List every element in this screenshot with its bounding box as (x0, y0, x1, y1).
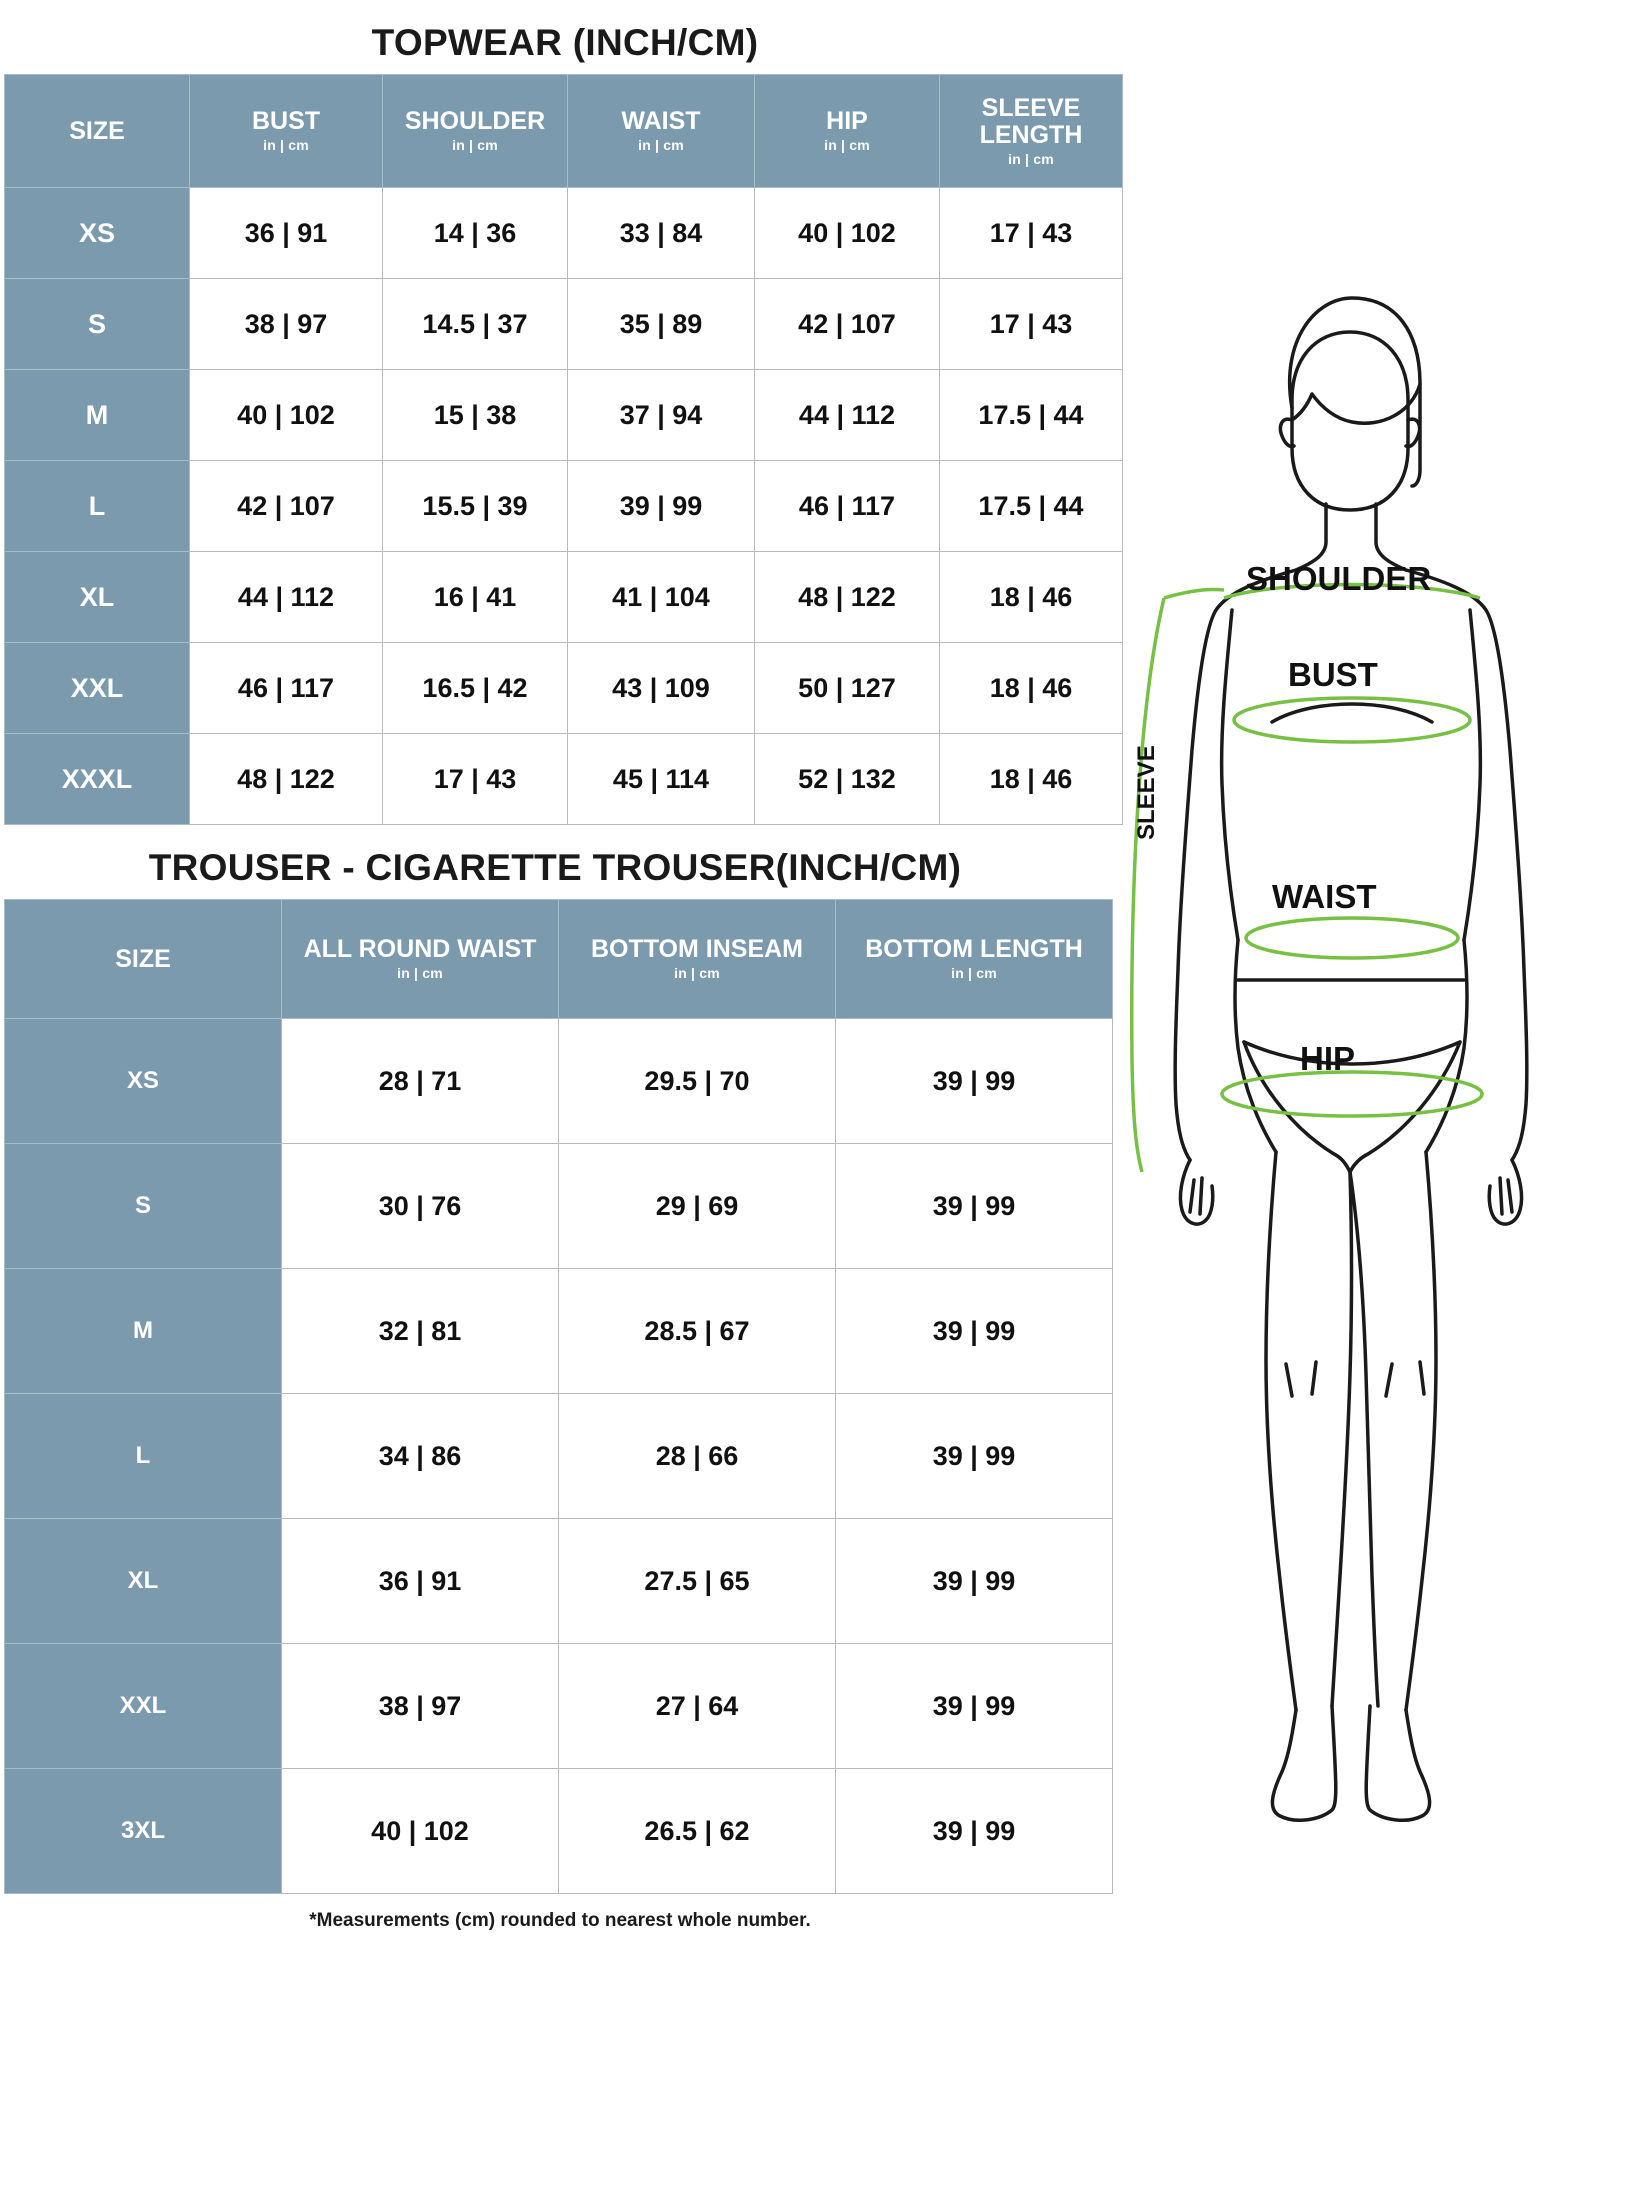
header-size: SIZE (5, 900, 282, 1019)
cell-bust: 38 | 97 (190, 279, 383, 370)
cell-waist: 43 | 109 (568, 643, 755, 734)
cell-waist: 33 | 84 (568, 188, 755, 279)
cell-sleeve: 17 | 43 (940, 279, 1123, 370)
trouser-table-head (5, 900, 1113, 1019)
header-shoulder: SHOULDER in | cm (383, 75, 568, 188)
cell-bottom-length: 39 | 99 (836, 1019, 1113, 1144)
cell-bottom-inseam: 27.5 | 65 (559, 1519, 836, 1644)
table-header-row (5, 75, 1123, 188)
cell-shoulder: 15.5 | 39 (383, 461, 568, 552)
header-unit: in | cm (263, 137, 309, 154)
cell-size: XS (5, 188, 190, 279)
cell-bottom-length: 39 | 99 (836, 1519, 1113, 1644)
table-row (5, 734, 1123, 825)
cell-all-round-waist: 28 | 71 (282, 1019, 559, 1144)
cell-sleeve: 18 | 46 (940, 643, 1123, 734)
waist-measure-line (1246, 918, 1458, 958)
cell-shoulder: 15 | 38 (383, 370, 568, 461)
cell-sleeve: 17.5 | 44 (940, 461, 1123, 552)
table-row (5, 1519, 1113, 1644)
cell-hip: 42 | 107 (755, 279, 940, 370)
cell-size: S (5, 1144, 282, 1269)
cell-bottom-inseam: 26.5 | 62 (559, 1769, 836, 1894)
cell-bottom-length: 39 | 99 (836, 1144, 1113, 1269)
cell-size: M (5, 1269, 282, 1394)
cell-size: XXXL (5, 734, 190, 825)
cell-all-round-waist: 32 | 81 (282, 1269, 559, 1394)
topwear-size-table (4, 74, 1123, 825)
table-row (5, 279, 1123, 370)
trouser-title: TROUSER - CIGARETTE TROUSER(INCH/CM) (148, 847, 962, 888)
table-row (5, 1394, 1113, 1519)
cell-all-round-waist: 30 | 76 (282, 1144, 559, 1269)
cell-size: L (5, 1394, 282, 1519)
cell-bottom-length: 39 | 99 (836, 1644, 1113, 1769)
header-unit: in | cm (1008, 150, 1054, 167)
cell-bust: 46 | 117 (190, 643, 383, 734)
topwear-table-head (5, 75, 1123, 188)
figure-label-waist: WAIST (1272, 878, 1377, 915)
table-header-row (5, 900, 1113, 1019)
cell-bust: 40 | 102 (190, 370, 383, 461)
cell-sleeve: 17.5 | 44 (940, 370, 1123, 461)
cell-shoulder: 16.5 | 42 (383, 643, 568, 734)
table-row (5, 461, 1123, 552)
table-row (5, 1019, 1113, 1144)
cell-waist: 37 | 94 (568, 370, 755, 461)
table-row (5, 1644, 1113, 1769)
cell-sleeve: 17 | 43 (940, 188, 1123, 279)
cell-hip: 52 | 132 (755, 734, 940, 825)
cell-bottom-length: 39 | 99 (836, 1769, 1113, 1894)
cell-bottom-inseam: 27 | 64 (559, 1644, 836, 1769)
cell-all-round-waist: 40 | 102 (282, 1769, 559, 1894)
header-unit: in | cm (452, 137, 498, 154)
table-row (5, 1769, 1113, 1894)
cell-size: L (5, 461, 190, 552)
header-bust: BUST in | cm (190, 75, 383, 188)
sleeve-measure-connector (1164, 589, 1224, 598)
header-unit: in | cm (674, 965, 720, 982)
cell-size: XL (5, 1519, 282, 1644)
table-row (5, 1144, 1113, 1269)
figure-label-hip: HIP (1300, 1040, 1356, 1077)
cell-all-round-waist: 36 | 91 (282, 1519, 559, 1644)
topwear-table-body (5, 188, 1123, 825)
cell-bottom-length: 39 | 99 (836, 1394, 1113, 1519)
table-row (5, 188, 1123, 279)
cell-shoulder: 14 | 36 (383, 188, 568, 279)
header-waist: WAIST in | cm (568, 75, 755, 188)
table-row (5, 643, 1123, 734)
cell-size: XXL (5, 1644, 282, 1769)
header-unit: in | cm (397, 965, 443, 982)
cell-all-round-waist: 34 | 86 (282, 1394, 559, 1519)
header-all-round-waist: ALL ROUND WAIST in | cm (282, 900, 559, 1019)
cell-bust: 42 | 107 (190, 461, 383, 552)
footnote: *Measurements (cm) rounded to nearest whole number. (309, 1910, 811, 1931)
cell-all-round-waist: 38 | 97 (282, 1644, 559, 1769)
cell-hip: 40 | 102 (755, 188, 940, 279)
cell-size: M (5, 370, 190, 461)
header-unit: in | cm (638, 137, 684, 154)
header-sleeve-length: SLEEVE LENGTH in | cm (940, 75, 1123, 188)
hip-measure-line (1222, 1072, 1482, 1116)
cell-sleeve: 18 | 46 (940, 552, 1123, 643)
cell-size: XS (5, 1019, 282, 1144)
figure-label-bust: BUST (1288, 656, 1378, 693)
header-hip: HIP in | cm (755, 75, 940, 188)
cell-shoulder: 17 | 43 (383, 734, 568, 825)
cell-size: XXL (5, 643, 190, 734)
topwear-title: TOPWEAR (INCH/CM) (371, 22, 759, 63)
cell-size: S (5, 279, 190, 370)
header-bottom-inseam: BOTTOM INSEAM in | cm (559, 900, 836, 1019)
cell-size: 3XL (5, 1769, 282, 1894)
trouser-size-table (4, 899, 1113, 1894)
cell-waist: 35 | 89 (568, 279, 755, 370)
cell-hip: 44 | 112 (755, 370, 940, 461)
cell-shoulder: 16 | 41 (383, 552, 568, 643)
sleeve-measure-line (1132, 598, 1164, 1172)
cell-size: XL (5, 552, 190, 643)
cell-bottom-length: 39 | 99 (836, 1269, 1113, 1394)
cell-bust: 48 | 122 (190, 734, 383, 825)
header-size: SIZE (5, 75, 190, 188)
cell-bust: 36 | 91 (190, 188, 383, 279)
trouser-table-body (5, 1019, 1113, 1894)
body-measurement-figure (1120, 280, 1640, 1920)
header-unit: in | cm (824, 137, 870, 154)
cell-hip: 48 | 122 (755, 552, 940, 643)
cell-hip: 50 | 127 (755, 643, 940, 734)
cell-waist: 45 | 114 (568, 734, 755, 825)
header-unit: in | cm (951, 965, 997, 982)
cell-bottom-inseam: 29.5 | 70 (559, 1019, 836, 1144)
cell-waist: 39 | 99 (568, 461, 755, 552)
header-bottom-length: BOTTOM LENGTH in | cm (836, 900, 1113, 1019)
cell-hip: 46 | 117 (755, 461, 940, 552)
figure-label-shoulder: SHOULDER (1246, 560, 1432, 597)
cell-bottom-inseam: 28 | 66 (559, 1394, 836, 1519)
cell-bottom-inseam: 28.5 | 67 (559, 1269, 836, 1394)
cell-sleeve: 18 | 46 (940, 734, 1123, 825)
cell-waist: 41 | 104 (568, 552, 755, 643)
cell-bust: 44 | 112 (190, 552, 383, 643)
cell-shoulder: 14.5 | 37 (383, 279, 568, 370)
figure-label-sleeve: SLEEVE (1133, 745, 1160, 840)
table-row (5, 1269, 1113, 1394)
table-row (5, 552, 1123, 643)
cell-bottom-inseam: 29 | 69 (559, 1144, 836, 1269)
table-row (5, 370, 1123, 461)
